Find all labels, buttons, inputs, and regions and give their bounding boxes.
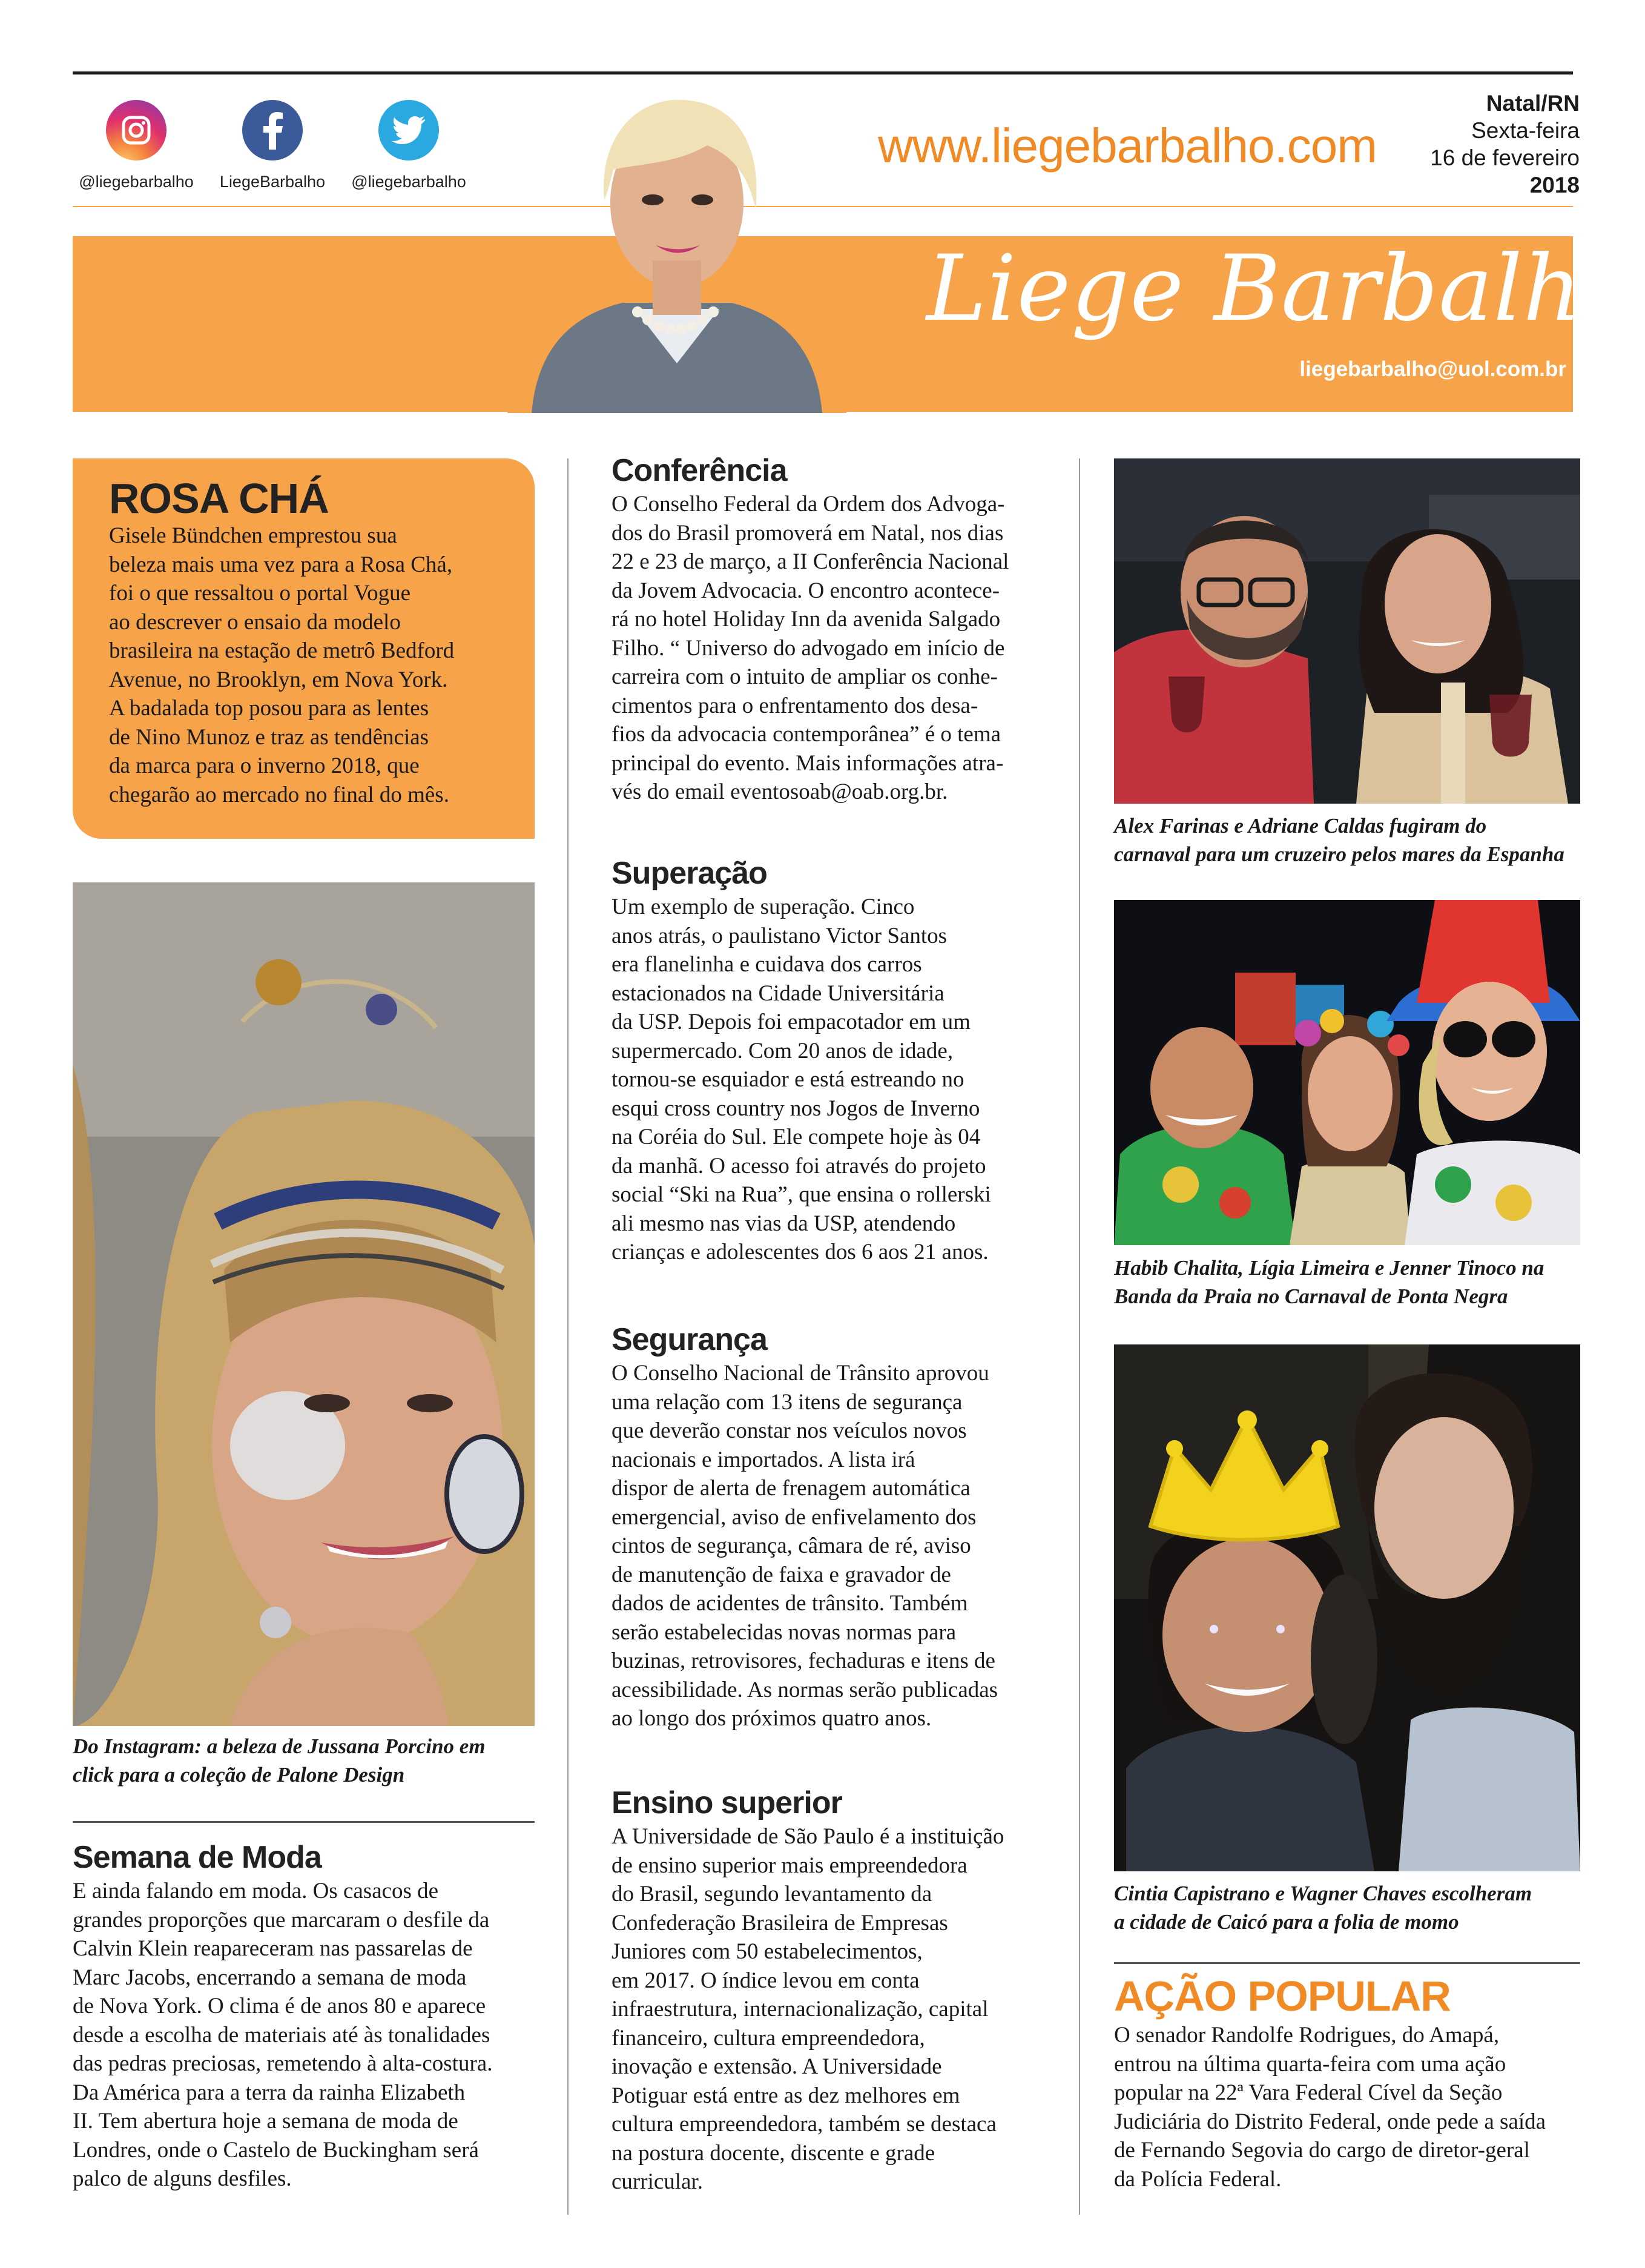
habib-ligia-jenner-photo	[1114, 900, 1580, 1245]
instagram-icon	[106, 100, 166, 160]
text-line: palco de alguns desfiles.	[73, 2166, 292, 2191]
jussana-porcino-photo	[73, 882, 535, 1726]
text-line: Confederação Brasileira de Empresas	[612, 1910, 948, 1936]
text-line: da Polícia Federal.	[1114, 2166, 1282, 2192]
twitter-handle: @liegebarbalho	[351, 173, 466, 191]
text-line: estacionados na Cidade Universitária	[612, 980, 944, 1006]
text-line: fios da advocacia contemporânea” é o tema	[612, 722, 1001, 747]
text-line: buzinas, retrovisores, fechaduras e itens de	[612, 1648, 995, 1673]
text-line: beleza mais uma vez para a Rosa Chá,	[109, 552, 453, 577]
text-line: A badalada top posou para as lentes	[109, 696, 429, 721]
caption-line: Alex Farinas e Adriane Caldas fugiram do	[1114, 814, 1487, 838]
text-line: que deverão constar nos veículos novos	[612, 1418, 967, 1443]
twitter-link[interactable]	[339, 100, 478, 191]
text-line: Gisele Bündchen emprestou sua	[109, 523, 397, 548]
text-line: Judiciária do Distrito Federal, onde pede a saída	[1114, 2109, 1546, 2134]
text-line: desde a escolha de materiais até às tonalidades	[73, 2022, 490, 2048]
acao-popular-article	[1114, 1971, 1592, 2194]
columnist-name: Liege Barbalho	[926, 236, 1638, 342]
text-line: serão estabelecidas novas normas para	[612, 1619, 957, 1645]
text-line: na postura docente, discente e grade	[612, 2140, 935, 2166]
caption-line: a cidade de Caicó para a folia de momo	[1114, 1910, 1459, 1934]
text-line: A Universidade de São Paulo é a instituição	[612, 1824, 1004, 1849]
text-line: O Conselho Nacional de Trânsito aprovou	[612, 1361, 989, 1386]
text-line: grandes proporções que marcaram o desfile da	[73, 1907, 490, 1932]
seguranca-body	[612, 1359, 1060, 1733]
dateline-year: 2018	[1529, 173, 1580, 197]
text-line: cintos de segurança, câmara de ré, aviso	[612, 1533, 971, 1558]
ensino-superior-article	[612, 1784, 1060, 2197]
instagram-handle: @liegebarbalho	[79, 173, 194, 191]
text-line: dados de acidentes de trânsito. Também	[612, 1591, 968, 1616]
text-line: esqui cross country nos Jogos de Inverno	[612, 1096, 980, 1121]
dateline	[1422, 90, 1580, 199]
conferencia-title: Conferência	[612, 453, 787, 488]
seguranca-article	[612, 1320, 1060, 1733]
ensino-superior-body	[612, 1822, 1060, 2197]
text-line: acessibilidade. As normas serão publicadas	[612, 1677, 998, 1702]
text-line: dispor de alerta de frenagem automática	[612, 1476, 971, 1501]
section-divider	[1114, 1962, 1580, 1964]
text-line: O Conselho Federal da Ordem dos Advoga-	[612, 492, 1005, 517]
caption-line: Cintia Capistrano e Wagner Chaves escolheram	[1114, 1882, 1532, 1905]
text-line: em 2017. O índice levou em conta	[612, 1968, 920, 1993]
seguranca-title: Segurança	[612, 1322, 767, 1357]
text-line: era flanelinha e cuidava dos carros	[612, 952, 922, 977]
facebook-link[interactable]	[203, 100, 342, 191]
text-line: da manhã. O acesso foi através do projeto	[612, 1153, 986, 1179]
dateline-weekday: Sexta-feira	[1471, 118, 1580, 143]
columnist-email[interactable]: liegebarbalho@uol.com.br	[1299, 357, 1566, 381]
text-line: de ensino superior mais empreendedora	[612, 1853, 968, 1878]
text-line: dos do Brasil promoverá em Natal, nos dias	[612, 520, 1004, 546]
text-line: Da América para a terra da rainha Elizabeth	[73, 2080, 466, 2105]
text-line: da marca para o inverno 2018, que	[109, 753, 420, 778]
cintia-wagner-photo	[1114, 1344, 1580, 1871]
text-line: Avenue, no Brooklyn, em Nova York.	[109, 667, 448, 692]
text-line: de manutenção de faixa e gravador de	[612, 1562, 951, 1587]
text-line: na Coréia do Sul. Ele compete hoje às 04	[612, 1125, 981, 1149]
text-line: do Brasil, segundo levantamento da	[612, 1882, 932, 1906]
text-line: da USP. Depois foi empacotador em um	[612, 1010, 971, 1034]
twitter-icon	[378, 100, 439, 160]
facebook-handle: LiegeBarbalho	[219, 173, 326, 191]
text-line: financeiro, cultura empreendedora,	[612, 2025, 925, 2051]
column-divider-2	[1079, 458, 1080, 2215]
acao-popular-title: AÇÃO POPULAR	[1114, 1972, 1451, 2020]
conferencia-article	[612, 451, 1060, 807]
rosa-cha-body	[109, 521, 516, 809]
alex-adriane-photo	[1114, 458, 1580, 804]
text-line: vés do email eventosoab@oab.org.br.	[612, 779, 948, 804]
text-line: Filho. “ Universo do advogado em início de	[612, 635, 1005, 661]
text-line: ao descrever o ensaio da modelo	[109, 609, 401, 635]
caption-line: Banda da Praia no Carnaval de Ponta Negra	[1114, 1284, 1508, 1308]
text-line: 22 e 23 de março, a II Conferência Nacional	[612, 549, 1009, 574]
text-line: nacionais e importados. A lista irá	[612, 1447, 915, 1472]
text-line: chegarão ao mercado no final do mês.	[109, 782, 449, 807]
text-line: social “Ski na Rua”, que ensina o rollerski	[612, 1182, 991, 1207]
text-line: crianças e adolescentes dos 6 aos 21 anos.	[612, 1240, 989, 1265]
text-line: ali mesmo nas vias da USP, atendendo	[612, 1211, 956, 1236]
text-line: ao longo dos próximos quatro anos.	[612, 1706, 932, 1731]
text-line: de Nova York. O clima é de anos 80 e aparece	[73, 1994, 486, 2018]
text-line: de Nino Munoz e traz as tendências	[109, 724, 429, 750]
text-line: foi o que ressaltou o portal Vogue	[109, 581, 411, 606]
caption-line: Habib Chalita, Lígia Limeira e Jenner Tinoco na	[1114, 1256, 1544, 1280]
text-line: O senador Randolfe Rodrigues, do Amapá,	[1114, 2023, 1500, 2048]
semana-de-moda-body	[73, 1877, 551, 2194]
text-line: brasileira na estação de metrô Bedford	[109, 638, 455, 663]
semana-de-moda-article	[73, 1838, 551, 2194]
text-line: de Fernando Segovia do cargo de diretor-geral	[1114, 2138, 1530, 2163]
photo-1-caption	[1114, 812, 1598, 868]
website-link[interactable]: www.liegebarbalho.com	[878, 119, 1377, 173]
facebook-icon	[242, 100, 303, 160]
text-line: uma relação com 13 itens de segurança	[612, 1389, 963, 1415]
text-line: cultura empreendedora, também se destaca	[612, 2112, 997, 2137]
text-line: entrou na última quarta-feira com uma ação	[1114, 2051, 1506, 2077]
rosa-cha-box	[73, 458, 535, 839]
text-line: tornou-se esquiador e está estreando no	[612, 1067, 964, 1092]
superacao-article	[612, 854, 1060, 1267]
text-line: Marc Jacobs, encerrando a semana de moda	[73, 1965, 467, 1990]
semana-de-moda-title: Semana de Moda	[73, 1840, 321, 1875]
text-line: E ainda falando em moda. Os casacos de	[73, 1879, 439, 1903]
dateline-date: 16 de fevereiro	[1430, 145, 1580, 170]
conferencia-body	[612, 490, 1060, 807]
text-line: Um exemplo de superação. Cinco	[612, 894, 915, 919]
photo-3-caption	[1114, 1879, 1598, 1936]
text-line: cimentos para o enfrentamento dos desa-	[612, 693, 978, 718]
section-divider	[73, 1821, 535, 1823]
superacao-title: Superação	[612, 856, 767, 891]
caption-line: carnaval para um cruzeiro pelos mares da Espanha	[1114, 842, 1564, 866]
main-photo-caption	[73, 1732, 535, 1789]
photo-2-caption	[1114, 1254, 1598, 1311]
caption-line: Do Instagram: a beleza de Jussana Porcino em	[73, 1734, 486, 1758]
text-line: principal do evento. Mais informações atra-	[612, 750, 1004, 776]
rosa-cha-title: ROSA CHÁ	[109, 475, 329, 522]
text-line: popular na 22ª Vara Federal Cível da Seção	[1114, 2080, 1503, 2105]
top-rule	[73, 71, 1573, 74]
caption-line: click para a coleção de Palone Design	[73, 1763, 405, 1787]
text-line: das pedras preciosas, remetendo à alta-costura.	[73, 2051, 493, 2076]
text-line: infraestrutura, internacionalização, capital	[612, 1997, 989, 2022]
text-line: Calvin Klein reapareceram nas passarelas de	[73, 1936, 473, 1961]
text-line: da Jovem Advocacia. O encontro acontece-	[612, 578, 1000, 603]
text-line: Juniores com 50 estabelecimentos,	[612, 1939, 923, 1964]
text-line: supermercado. Com 20 anos de idade,	[612, 1038, 954, 1063]
columnist-portrait	[507, 79, 846, 413]
text-line: emergencial, aviso de enfivelamento dos	[612, 1504, 977, 1530]
text-line: carreira com o intuito de ampliar os conhe-	[612, 664, 998, 689]
ensino-superior-title: Ensino superior	[612, 1785, 842, 1820]
superacao-body	[612, 893, 1060, 1267]
text-line: Potiguar está entre as dez melhores em	[612, 2083, 960, 2108]
dateline-city: Natal/RN	[1486, 91, 1580, 116]
text-line: inovação e extensão. A Universidade	[612, 2054, 942, 2079]
instagram-link[interactable]	[67, 100, 206, 191]
text-line: curricular.	[612, 2169, 703, 2194]
acao-popular-body	[1114, 2021, 1592, 2194]
column-divider-1	[567, 458, 569, 2215]
text-line: II. Tem abertura hoje a semana de moda de	[73, 2109, 458, 2134]
text-line: rá no hotel Holiday Inn da avenida Salgado	[612, 607, 1001, 632]
text-line: anos atrás, o paulistano Victor Santos	[612, 923, 948, 948]
text-line: Londres, onde o Castelo de Buckingham será	[73, 2137, 479, 2163]
